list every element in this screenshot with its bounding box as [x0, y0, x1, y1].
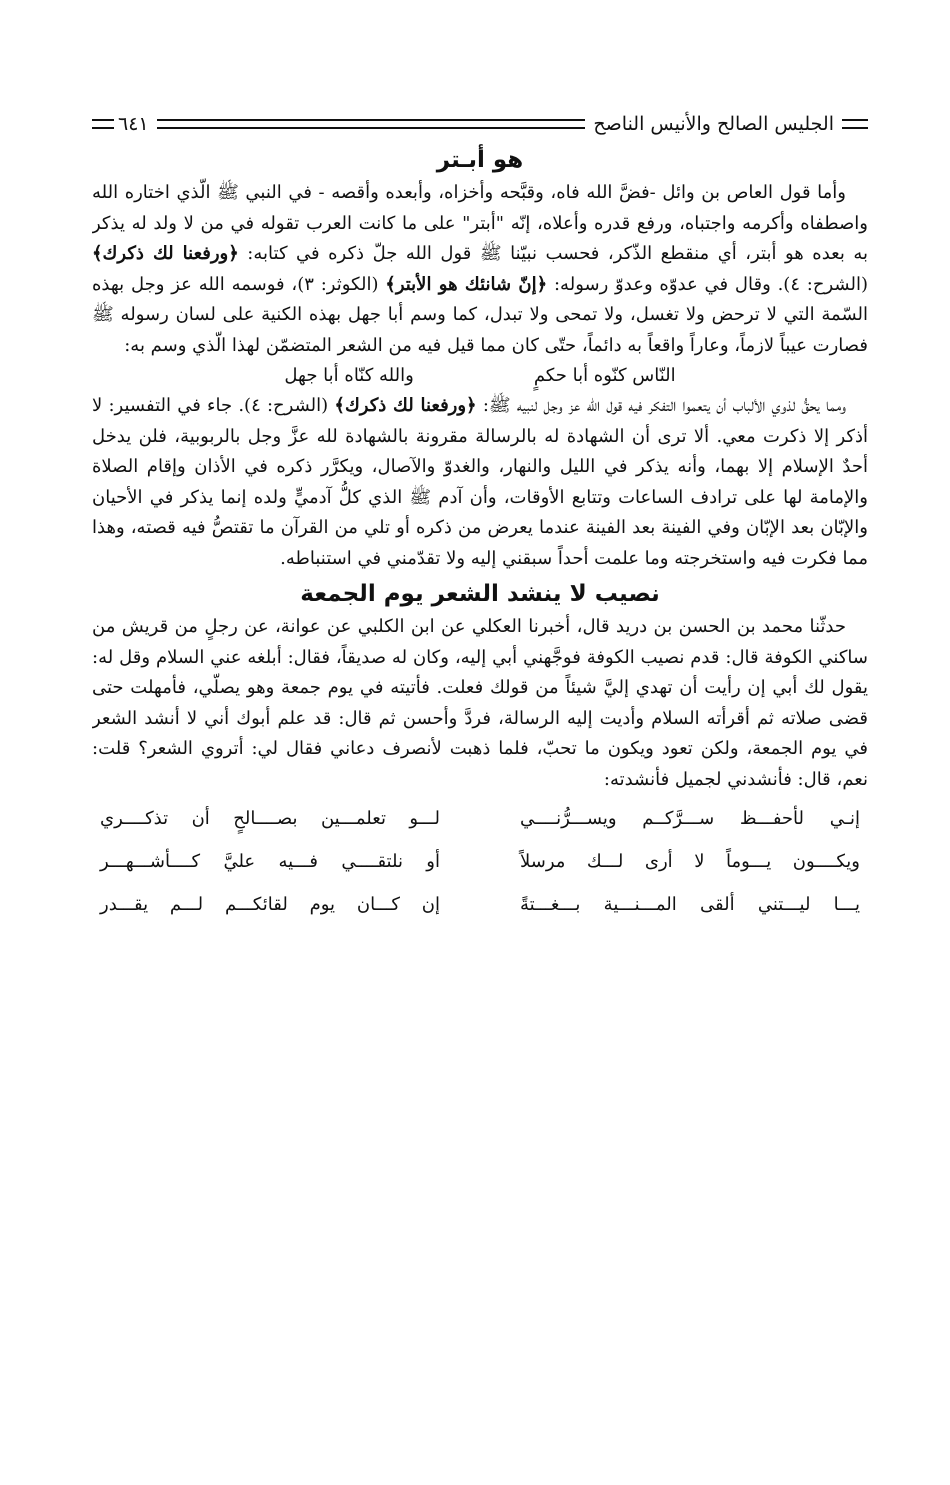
paragraph-nusayb: حدثّنا محمد بن الحسن بن دريد قال، أخبرنا العكلي عن ابن الكلبي عن عوانة، عن رجلٍ من قريش من ساكني الكوفة قال: قدم نصيب الكوفة فوجَّهني أبي إليه، وكان له صديقاً، فقال: أبلغه عني السلام وقل له: يقول لك أبي إن رأيت أن تهدي إليَّ شيئاً من قولك فعلت. فأتيته في يوم جمعة وهو يصلّي، فأمهلت حتى قضى صلاته ثم أقرأته السلام وأديت إليه الرسالة، فردَّ وأحسن ثم قال: قد علم أبوك أني لا أنشد الشعر في يوم الجمعة، ولكن تعود ويكون ما تحبّ، فلما ذهبت لأنصرف دعاني فقال لي: أتروي الشعر؟ قلت: نعم، قال: فأنشدني لجميل فأنشدته: [92, 616, 868, 790]
header-book-title: الجليس الصالح والأنيس الناصح [593, 113, 834, 135]
running-header [92, 108, 868, 140]
poem-line [92, 797, 868, 840]
section-title-abtar: هو أبـتر [436, 147, 524, 173]
header-rule [157, 119, 586, 129]
poem-hemistich-first: يـــا ليـــتني ألقى المـــنـــية بـــغـــتةً [520, 894, 860, 915]
poem-hemistich-second: إن كـــان يوم لقائكـــم لـــم يقـــدر [100, 894, 440, 915]
text-run: (الكوثر: ٣)، فوسمه الله عز وجل بهذه السّمة التي لا ترحض ولا تغسل، ولا تمحى ولا تبدل، كما وسم أبا جهل بهذه الكنية على لسان رسوله ﷺ فصارت عيباً لازماً، وعاراً واقعاً به دائماً، حتّى كان مما قيل فيه من الشعر المتضمّن لهذا الّذي وسم به: [92, 273, 868, 356]
paragraph-abtar-1 [92, 178, 868, 361]
text-run: (الشرح: ٤). جاء في التفسير: لا أذكر إلا ذكرت معي. ألا ترى أن الشهادة له بالرسالة مقرونة بالشهادة لله عزَّ وجل بالربوبية، فلن يدخل أحدٌ الإسلام إلا بهما، وأنه يذكر في الليل والنهار، والغدوّ والآصال، ويكرَّر ذكره في الأذان وإقام الصلاة والإمامة لها على ترادف الساعات وتتابع الأوقات، وأن آدم ﷺ الذي كلُّ آدميٍّ ولده إنما يذكر في الأحيان والإبّان بعد الإبّان وفي الفينة بعد الفينة عندما يعرض من ذكره أو تلي من القرآن ما تقتصُّ فيه قصته، وهذا مما فكرت فيه واستخرجته وما علمت أحداً سبقني إليه ولا تقدّمني في استنباطه. [92, 395, 868, 569]
header-ornament [842, 119, 868, 129]
verse-line [92, 361, 868, 391]
quran-quote: ﴿ورفعنا لك ذكرك﴾ [334, 395, 477, 416]
poem-hemistich-first: إنـي لأحفـــظ ســـرَّكــم ويســـرُّنــــي [520, 808, 860, 829]
verse-hemistich-second: والله كنّاه أبا جهل [284, 365, 414, 386]
text-run: ومما يحقُّ لذوي الألباب أن يتعموا التفكر فيه قول الله عز وجل لنبيه ﷺ: [476, 395, 846, 416]
poem-line [92, 840, 868, 883]
text-run: وأما قول العاص بن وائل -فضَّ الله فاه، وقبَّحه وأخزاه، وأبعده وأقصه - في النبي ﷺ الّذي اختاره الله واصطفاه وأكرمه واجتباه، ورفع قدره وأعلاه، إنّه "أبتر" على ما كانت العرب تقوله في من لا ولد له يذكر به بعده هو أبتر، أي منقطع الذّكر، فحسب نبيّنا ﷺ قول الله جلّ ذكره في كتابه: [92, 182, 868, 264]
quran-quote: ﴿ورفعنا لك ذكرك﴾ [92, 243, 239, 264]
page-number: ٦٤١ [118, 113, 149, 135]
book-page [92, 108, 868, 1408]
header-ornament-end [92, 119, 114, 129]
poem-line [92, 883, 868, 926]
paragraph-abtar-2 [92, 391, 868, 574]
poem-hemistich-second: لـــو تعلمـــين بصــــالحٍ أن تذكــــري [100, 808, 440, 829]
poem-hemistich-second: أو نلتقــــي فـــيه عليَّ كــــأشـــهـــر [100, 851, 440, 872]
verse-hemistich-first: النّاس كنّوه أبا حكمٍ [533, 365, 676, 386]
quran-quote: ﴿إنّ شانئك هو الأبتر﴾ [385, 273, 548, 295]
text-run: (الشرح: ٤). وقال في عدوّه وعدوّ رسوله: [547, 273, 868, 295]
poem-hemistich-first: ويكــــون يـــوماً لا أرى لـــك مرسلاً [520, 851, 860, 872]
section-title-nusayb: نصيب لا ينشد الشعر يوم الجمعة [300, 581, 660, 607]
poem [92, 797, 868, 926]
